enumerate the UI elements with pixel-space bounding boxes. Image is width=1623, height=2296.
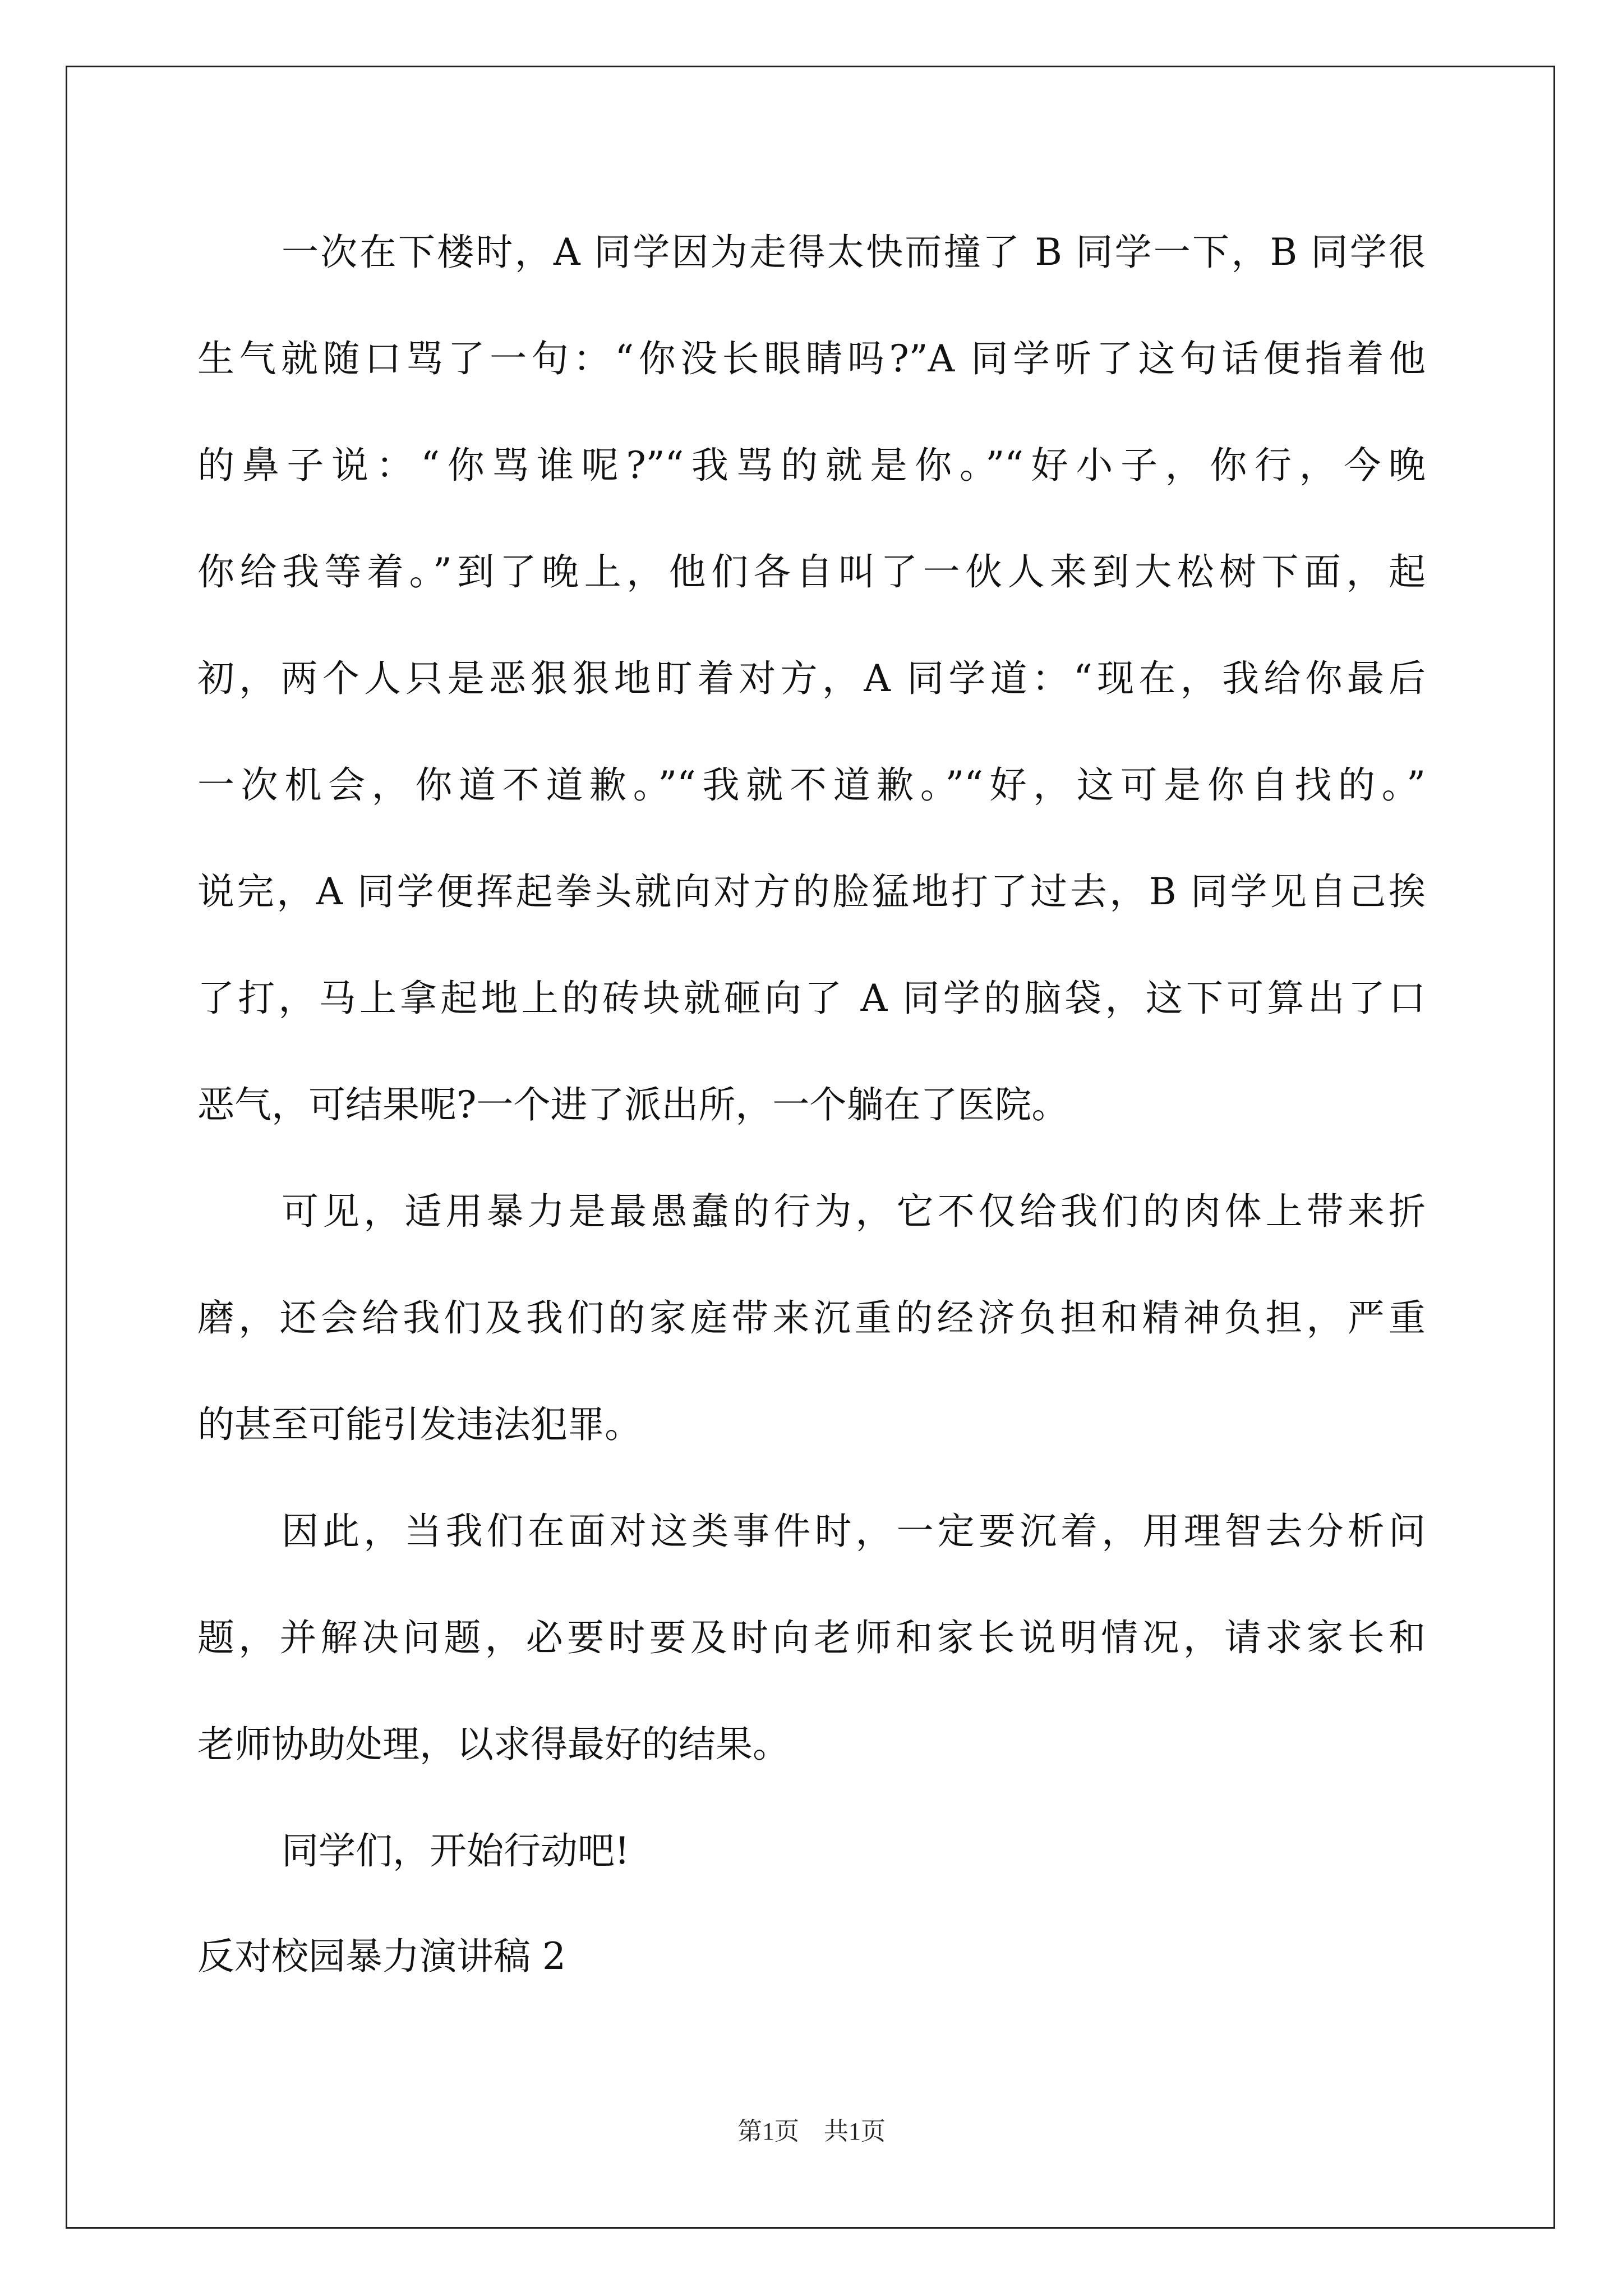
- paragraph-line: 的甚至可能引发违法犯罪。: [197, 1403, 642, 1446]
- page-footer: 第1页 共1页: [737, 2118, 886, 2145]
- paragraph-line: 一次机会，你道不道歉。”“我就不道歉。”“好，这可是你自找的。”: [197, 763, 1426, 807]
- paragraph-line: 生气就随口骂了一句：“你没长眼睛吗?”A 同学听了这句话便指着他: [197, 337, 1426, 380]
- paragraph-line: 同学们，开始行动吧!: [282, 1829, 630, 1872]
- paragraph-line: 恶气，可结果呢?一个进了派出所，一个躺在了医院。: [197, 1083, 1069, 1126]
- paragraph-line: 老师协助处理，以求得最好的结果。: [197, 1723, 790, 1766]
- paragraph-line: 磨，还会给我们及我们的家庭带来沉重的经济负担和精神负担，严重: [197, 1296, 1426, 1340]
- paragraph-line: 题，并解决问题，必要时要及时向老师和家长说明情况，请求家长和: [197, 1616, 1426, 1659]
- paragraph-line: 了打，马上拿起地上的砖块就砸向了 A 同学的脑袋，这下可算出了口: [197, 977, 1426, 1020]
- paragraph-line: 你给我等着。”到了晚上，他们各自叫了一伙人来到大松树下面，起: [197, 550, 1426, 593]
- paragraph-line: 因此，当我们在面对这类事件时，一定要沉着，用理智去分析问: [282, 1510, 1426, 1553]
- paragraph-line: 的鼻子说：“你骂谁呢?”“我骂的就是你。”“好小子，你行，今晚: [197, 444, 1426, 487]
- paragraph-line: 说完，A 同学便挥起拳头就向对方的脸猛地打了过去，B 同学见自己挨: [197, 870, 1426, 913]
- section-title: 反对校园暴力演讲稿 2: [197, 1935, 566, 1978]
- page-frame: [66, 66, 1555, 2229]
- paragraph-line: 可见，适用暴力是最愚蠢的行为，它不仅给我们的肉体上带来折: [282, 1190, 1426, 1233]
- paragraph-line: 一次在下楼时，A 同学因为走得太快而撞了 B 同学一下，B 同学很: [282, 231, 1426, 274]
- paragraph-line: 初，两个人只是恶狠狠地盯着对方，A 同学道：“现在，我给你最后: [197, 657, 1426, 700]
